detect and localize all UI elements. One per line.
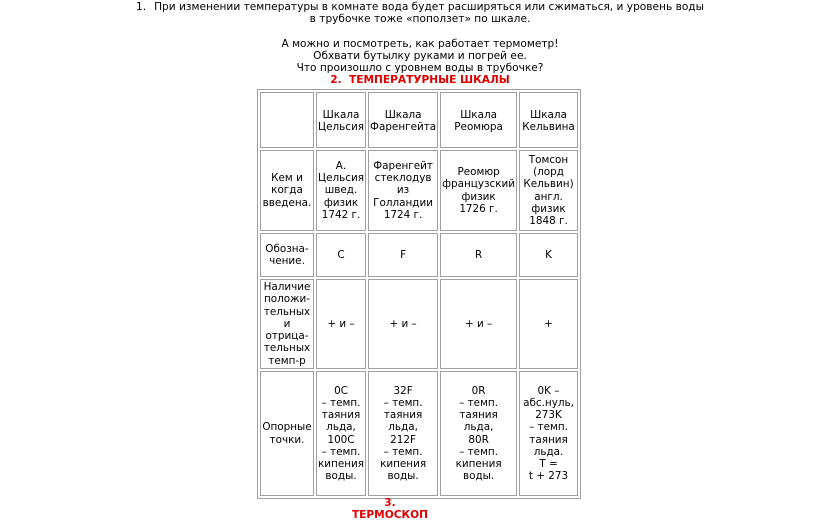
- cell-line: А.: [335, 159, 347, 172]
- cell-line: + и –: [464, 317, 493, 330]
- row-label-line: тельных: [263, 305, 311, 318]
- intro-text-1: При изменении температуры в комнате вода будет расширяться или сжиматься, и уровень воды: [154, 1, 704, 13]
- row-label-line: тельных: [263, 342, 311, 355]
- cell-line: воды.: [387, 470, 419, 483]
- cell-line: 212F: [390, 433, 416, 446]
- cell-line: физик: [531, 202, 566, 215]
- cell-line: + и –: [389, 317, 417, 330]
- row-label-line: Опорные: [262, 421, 312, 434]
- table-cell: [519, 371, 578, 496]
- section-3-title: ТЕРМОСКОП: [351, 509, 429, 521]
- cell-line: французский: [442, 178, 516, 191]
- row-label-line: чение.: [269, 255, 305, 267]
- cell-line: Томсон: [528, 153, 569, 166]
- cell-line: льда,: [463, 421, 494, 434]
- cell-line: кипения: [455, 457, 502, 470]
- cell-line: 0C: [334, 384, 348, 397]
- table-cell: [440, 371, 517, 496]
- header-kelvin: Шкала Кельвина: [519, 92, 578, 148]
- row-label: [260, 279, 314, 369]
- cell-line: льда,: [326, 421, 356, 434]
- cell-line: – темп.: [383, 445, 423, 458]
- cell-line: таяния: [383, 409, 423, 422]
- question-line-2: Обхвати бутылку руками и погрей ее.: [313, 50, 527, 63]
- intro-number: 1.: [135, 1, 147, 13]
- cell-line: – темп.: [383, 396, 423, 409]
- row-label-line: точки.: [269, 433, 305, 446]
- cell-line: 100C: [327, 433, 355, 446]
- cell-line: льда,: [388, 421, 418, 434]
- cell-line: – темп.: [321, 396, 361, 409]
- table-cell: [519, 233, 578, 277]
- cell-line: R: [474, 248, 483, 261]
- table-cell: [368, 150, 438, 231]
- header-cell-empty: [260, 92, 314, 148]
- cell-line: Реомюр: [457, 166, 500, 179]
- cell-line: кипения: [318, 457, 365, 470]
- row-label-line: положи-: [263, 293, 310, 306]
- cell-line: 273K: [535, 409, 562, 422]
- cell-line: K: [545, 248, 552, 261]
- section-2-number: 2.: [330, 74, 342, 86]
- cell-line: 1726 г.: [459, 202, 498, 215]
- cell-line: 80R: [468, 433, 489, 446]
- table-row: [260, 279, 578, 369]
- table-row: [260, 371, 578, 496]
- temperature-scales-table: [257, 89, 581, 499]
- cell-line: кипения: [380, 457, 427, 470]
- table-cell: [440, 233, 517, 277]
- table-cell: [316, 279, 366, 369]
- cell-line: 32F: [393, 384, 413, 397]
- cell-line: – темп.: [459, 445, 499, 458]
- cell-line: – темп.: [459, 396, 499, 409]
- row-label: [260, 150, 314, 231]
- cell-line: воды.: [462, 470, 495, 483]
- cell-line: Фаренгейт: [373, 159, 433, 172]
- table-cell: [440, 150, 517, 231]
- question-line-1: А можно и посмотреть, как работает термометр!: [281, 38, 559, 50]
- row-label: [260, 371, 314, 496]
- cell-line: – темп.: [321, 445, 361, 458]
- cell-line: абс.нуль,: [523, 396, 574, 409]
- cell-line: Голландии: [373, 196, 433, 209]
- row-label-line: отрица-: [265, 330, 309, 343]
- table-cell: [316, 233, 366, 277]
- row-label: [260, 233, 314, 277]
- cell-line: англ.: [534, 190, 563, 203]
- section-2-heading: [170, 74, 670, 86]
- row-label-line: Кем и: [271, 172, 303, 185]
- header-fahrenheit: Шкала Фаренгейта: [368, 92, 438, 148]
- intro-line-1: [120, 1, 720, 13]
- cell-line: 0K –: [537, 384, 560, 397]
- cell-line: Цельсия: [318, 172, 364, 185]
- cell-line: таяния: [529, 433, 568, 446]
- cell-line: t + 273: [528, 470, 569, 483]
- cell-line: из: [396, 184, 410, 197]
- intro-paragraph: [120, 1, 720, 25]
- table-cell: [368, 279, 438, 369]
- cell-line: таяния: [459, 409, 498, 422]
- table-cell: [519, 150, 578, 231]
- cell-line: швед.: [324, 184, 358, 197]
- row-label-line: темп-р: [268, 354, 306, 367]
- cell-line: льда.: [533, 445, 564, 458]
- row-label-line: Обозна-: [265, 242, 309, 255]
- table-cell: [440, 279, 517, 369]
- table-cell: [316, 150, 366, 231]
- cell-line: – темп.: [529, 421, 568, 434]
- cell-line: F: [400, 248, 407, 261]
- cell-line: + и –: [327, 317, 355, 330]
- table-row: [260, 233, 578, 277]
- row-label-line: когда: [271, 184, 303, 197]
- row-label-line: и: [283, 317, 291, 330]
- section-3-number: 3.: [384, 497, 396, 509]
- section-3-heading: [320, 497, 460, 521]
- table-cell: [368, 233, 438, 277]
- cell-line: стеклодув: [374, 172, 432, 185]
- cell-line: C: [337, 248, 345, 261]
- table-row: [260, 150, 578, 231]
- header-reaumur: Шкала Реомюра: [440, 92, 517, 148]
- header-celsius: Шкала Цельсия: [316, 92, 366, 148]
- cell-line: 1848 г.: [529, 214, 568, 227]
- cell-line: физик: [323, 196, 359, 209]
- question-line-3: Что произошло с уровнем воды в трубочке?: [296, 62, 544, 75]
- section-2-title: ТЕМПЕРАТУРНЫЕ ШКАЛЫ: [349, 74, 510, 86]
- table-cell: [368, 371, 438, 496]
- cell-line: +: [544, 317, 553, 330]
- cell-line: 1742 г.: [321, 208, 361, 221]
- question-paragraph: [170, 38, 670, 75]
- table-cell: [519, 279, 578, 369]
- table-header-row: [260, 92, 578, 148]
- cell-line: T =: [539, 457, 558, 470]
- cell-line: (лорд: [533, 166, 564, 179]
- table-cell: [316, 371, 366, 496]
- cell-line: воды.: [325, 470, 357, 483]
- cell-line: Кельвин): [523, 178, 574, 191]
- intro-line-2: в трубочке тоже «поползет» по шкале.: [309, 13, 531, 26]
- cell-line: 1724 г.: [383, 208, 423, 221]
- row-label-line: введена.: [262, 196, 312, 209]
- cell-line: 0R: [471, 384, 486, 397]
- cell-line: таяния: [321, 409, 361, 422]
- row-label-line: Наличие: [263, 281, 311, 294]
- cell-line: физик: [461, 190, 496, 203]
